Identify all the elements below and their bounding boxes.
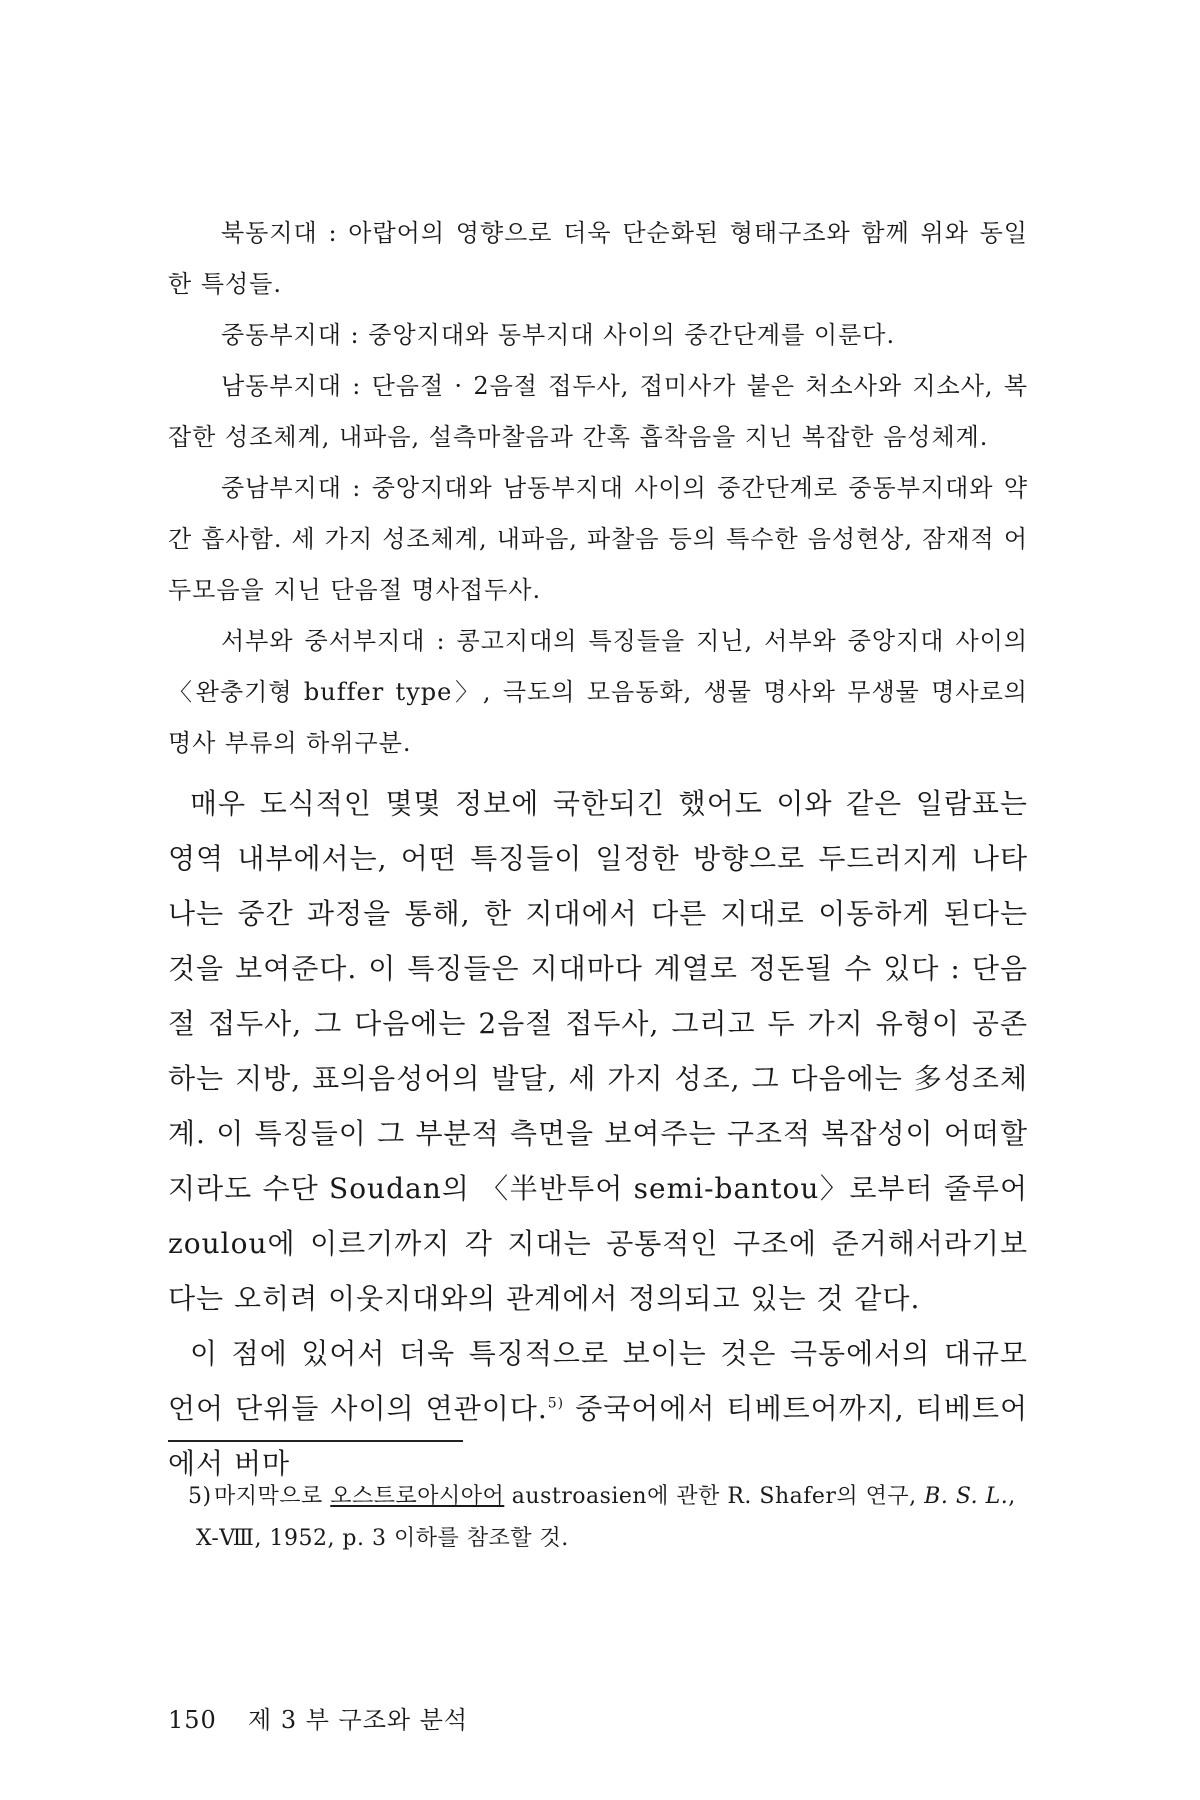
running-head: 제 3 부 구조와 분석 xyxy=(248,1706,469,1734)
zone-description: 단음절 · 2음절 접두사, 접미사가 붙은 처소사와 지소사, 복잡한 성조체계, 내파음, 설측마찰음과 간혹 흡착음을 지닌 복잡한 음성체계. xyxy=(168,372,1029,451)
zone-heading: 서부와 중서부지대 xyxy=(221,627,426,655)
footnote-divider xyxy=(168,1440,463,1442)
zone-entry: 남동부지대 : 단음절 · 2음절 접두사, 접미사가 붙은 처소사와 지소사, 복잡한 성조체계, 내파음, 설측마찰음과 간혹 흡착음을 지닌 복잡한 음성체계. xyxy=(168,372,1029,451)
zone-description: 아랍어의 영향으로 더욱 단순화된 형태구조와 함께 위와 동일한 특성들. xyxy=(168,219,1028,298)
footnote-middle: austroasien에 관한 R. Shafer의 연구, xyxy=(504,1484,925,1509)
zone-description: 콩고지대의 특징들을 지닌, 서부와 중앙지대 사이의 〈완충기형 buffer type〉, 극도의 모음동화, 생물 명사와 무생물 명사로의 명사 부류의 하위구분. xyxy=(168,627,1028,757)
zone-entry: 북동지대 : 아랍어의 영향으로 더욱 단순화된 형태구조와 함께 위와 동일한 특성들. xyxy=(168,219,1028,298)
paragraph-2-start: 이 점에 있어서 더욱 특징적으로 보이는 것은 극동에서의 대규모 언어 단위들 사이의 연관이다. xyxy=(168,1337,1028,1425)
zone-heading: 남동부지대 xyxy=(221,372,342,400)
footnote-prefix: 마지막으로 xyxy=(214,1484,331,1509)
zone-feature-list xyxy=(168,208,1028,769)
zone-entry: 중남부지대 : 중앙지대와 남동부지대 사이의 중간단계로 중동부지대와 약간 흡사함. 세 가지 성조체계, 내파음, 파찰음 등의 특수한 음성현상, 잠재적 어두모음을 지닌 단음절 명사접두사. xyxy=(168,474,1029,604)
zone-entry: 서부와 중서부지대 : 콩고지대의 특징들을 지닌, 서부와 중앙지대 사이의 〈완충기형 buffer type〉, 극도의 모음동화, 생물 명사와 무생물 명사로의 명사 부류의 하위구분. xyxy=(168,627,1028,757)
footnote-rest: , X-Ⅷ, 1952, p. 3 이하를 참조할 것. xyxy=(196,1484,1016,1551)
footnote-journal: B. S. L. xyxy=(924,1484,1009,1509)
paragraph-2-end: 중국어에서 티베트어까지, 티베트어에서 버마 xyxy=(168,1392,1028,1480)
zone-heading: 중동부지대 xyxy=(221,321,342,349)
zone-description: 중앙지대와 남동부지대 사이의 중간단계로 중동부지대와 약간 흡사함. 세 가지 성조체계, 내파음, 파찰음 등의 특수한 음성현상, 잠재적 어두모음을 지닌 단음절 명사접두사. xyxy=(168,474,1029,604)
body-text xyxy=(168,776,1028,1491)
page-number: 150 xyxy=(168,1706,217,1734)
footnote-underlined-term: 오스트로아시아어 xyxy=(330,1484,505,1509)
footnote-number: 5) xyxy=(188,1484,212,1509)
footnote xyxy=(188,1476,1028,1560)
paragraph-2 xyxy=(168,1326,1028,1491)
footnote-reference: 5) xyxy=(547,1395,565,1412)
paragraph-1: 매우 도식적인 몇몇 정보에 국한되긴 했어도 이와 같은 일람표는 영역 내부에서는, 어떤 특징들이 일정한 방향으로 두드러지게 나타나는 중간 과정을 통해, 한 지대에서 다른 지대로 이동하게 된다는 것을 보여준다. 이 특징들은 지대마다 계열로 정돈될 수 있다 : 단음절 접두사, 그 다음에는 2음절 접두사, 그리고 두 가지 유형이 공존하는 지방, 표의음성어의 발달, 세 가지 성조, 그 다음에는 多성조체계. 이 특징들이 그 부분적 측면을 보여주는 구조적 복잡성이 어떠할지라도 수단 Soudan의 〈半반투어 semi-bantou〉로부터 줄루어 zoulou에 이르기까지 각 지대는 공통적인 구조에 준거해서라기보다는 오히려 이웃지대와의 관계에서 정의되고 있는 것 같다. xyxy=(168,787,1028,1315)
zone-heading: 북동지대 xyxy=(221,219,318,247)
page-footer xyxy=(168,1700,468,1735)
zone-heading: 중남부지대 xyxy=(221,474,342,502)
zone-description: 중앙지대와 동부지대 사이의 중간단계를 이룬다. xyxy=(368,321,896,349)
zone-entry: 중동부지대 : 중앙지대와 동부지대 사이의 중간단계를 이룬다. xyxy=(221,321,896,349)
